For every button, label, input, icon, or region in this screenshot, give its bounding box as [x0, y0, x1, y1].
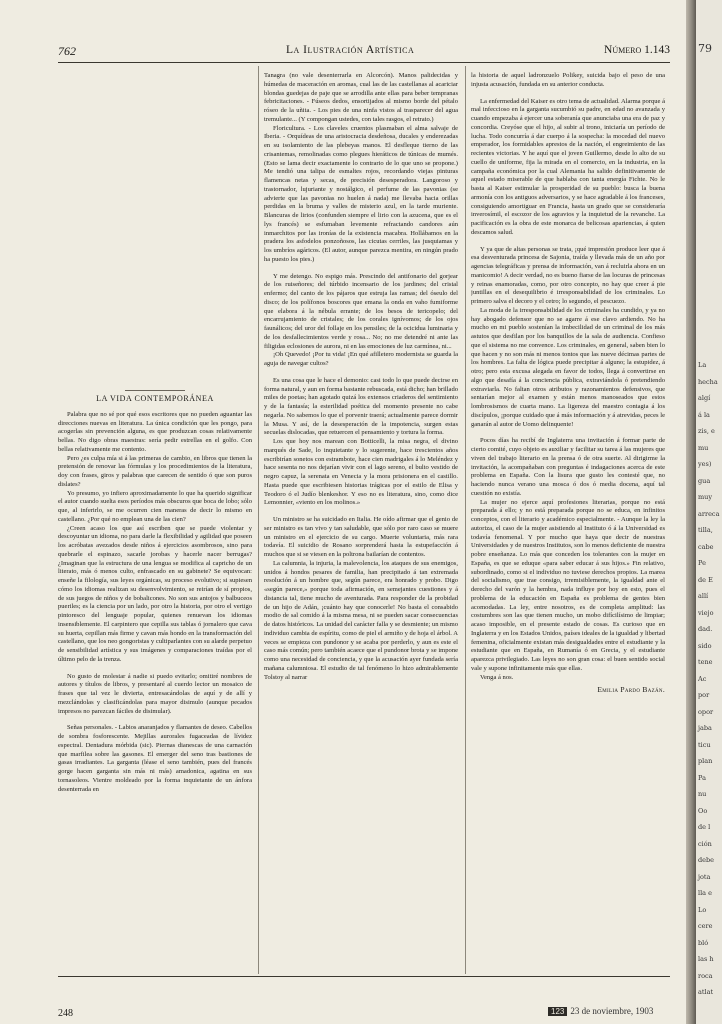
next-page-fragment: por: [698, 691, 710, 699]
next-page-fragment: dad.: [698, 625, 713, 633]
paragraph: La enfermedad del Kaiser es otro tema de actualidad. Alarma porque á mal infeccioso en la garganta sucumbió su padre, en edad no avanzada y cuando empezaba á ejercer una soberanía que anunciaba una era de paz y concordia. Creyóse que el hijo, al subir al trono, iniciaría un período de lucha. Todo concurría á dar cuerpo á la sospecha: la mocedad del nuevo emperador, los formidables aprestos de la nación, el engreimiento de las recientes victorias. Y he aquí que el joven Guillermo, desde lo alto de su cuello de uniforme, fija la mirada en el comercio, en la industria, en la campaña económica por la cual Alemania ha salido definitivamente de aquel estado miserable de que hablaba con tanta energía Fichte. No le basta al Kaiser estimular la prosperidad de su pueblo: busca la buena armonía con los antiguos adversarios, y se hace agradable á los franceses, consiguiendo amortiguar en Francia, hasta un grado que se consideraría inverosímil, el escozor de los agravios y la inquietud de la revanche. La pacificación es la obra de este monarca de belicosas apariencias, á quien descamos salud.: [471, 97, 665, 236]
paragraph: Palabra que no sé por qué esos escritores que no pueden aguantar las direcciones nuevas en literatura. La única condición que les pongo, para acogerlas sin prevención alguna, es que produzcan cosas relativamente bellas. No digo obras maestras: sería pedir estrellas en el golfo. Con bellas relativamente me contento.: [58, 410, 252, 453]
paragraph: La moda de la irresponsabilidad de los criminales ha cundido, y ya no hay abogado defensor que no se agarre á ese clavo ardiendo. No ha mucho en mi pueblo sostenían la imbecilidad de un criminal de los más astutos que desfilan por los banquillos de la sala de audiencia. Confieso que el sistema no me convence. Los criminales, en general, saben bien lo que hacen y no son más ni menos tontos que las nueve décimas partes de los hombres. La falta de lógica puede precipitar á alguno; la estupidez, á otro; pero esta excusa alegada en favor de todos, llega á convertirse en algo que desafía á la conciencia pública, extraviándola ó pretendiendo extraviarla. No faltan otros atributos y razonamientos defensivos, que sentarían mejor al examen y están menos manoseados que estos lombrosismos de cuarta mano. La ligereza del maestro contagia á los discípulos, ¡porque cuidado que á más información y á atrevidas, peces le ganarán al autor de Uomo delinquente!: [471, 306, 665, 428]
paragraph: Pocos días ha recibí de Inglaterra una invitación á formar parte de cierto comité, cuyo objeto es auxiliar y facilitar su tarea á las mujeres que viven del trabajo literario en la prensa ó de otra suerte. Al dirigirme la invitación, la acompañaban con preguntas é indagaciones acerca de este problema en España. Con la lisura que gusto les contesté que, no haciendo nunca verano una mosca ó dos ó media docena, aquí tal cuestión no existía.: [471, 437, 665, 497]
column-1: [58, 384, 252, 976]
issue-number: Número 1.143: [604, 44, 670, 56]
footer-rule: [58, 976, 670, 977]
column-3: [471, 72, 665, 974]
next-page-fragment: de E: [698, 575, 713, 584]
next-page-fragment: cere: [698, 922, 713, 930]
column-divider: [465, 66, 466, 974]
paragraph: Un ministro se ha suicidado en Italia. He oído afirmar que el genio de ser ministro es tan vivo y tan saludable, que sólo por raro caso se muere un ministro en el ejercicio de su cargo. Muerte voluntaria, más rara todavía. El suicidio de Rosano sorprenderá hasta la estupefacción á muchos que si se viesen en la poltrona bailarían de contentos.: [264, 516, 458, 558]
page-header: [58, 42, 670, 62]
paragraph: Y ya que de altas personas se trata, ¡qué impresión produce leer que á esa desventurada princesa de Sajonia, traída y llevada más de un año por agencias telegráficas y prensa de información, van á recluirla ahora en un manicomio! A decir verdad, no es bueno fiarse de las locuras de princesas y reinas enamoradas, como, por otro concepto, no hay que creer á pie juntillas en el desequilibrio é irresponsabilidad de los criminales. Lo primero salva el decoro y el cetro; lo segundo, el pescuezo.: [471, 245, 665, 305]
next-page-fragment: roca: [698, 971, 713, 980]
paragraph: ¿Creen acaso los que así escriben que se puede violentar y descoyuntar un idioma, no para darle la flexibilidad y agilidad que poseen los acróbatas avezados desde niños á ejercicios asombrosos, sino para quebrarle el espinazo, sacarle jorobas y hacerle nacer berrugas? ¿Imaginan que la estructura de una lengua se modifica al capricho de un literato, más ó menos culto, enfrascado en su gabinete? Se equivocan: enseñe la filología, sus leyes orgánicas, su proceso evolutivo; si supiesen cómo los idiomas realizan su desenvolvimiento, se reirían de sí propios, de sus juegos de niños y de bobalicones. No son sus antojos y balbuceos pueriles; es la ciencia por un lado, por otro la historia, por otro el vertigo pintoresco del lenguaje popular, quienes renuevan los idiomas insensiblemente. El carpintero que cepilla sus tablas ó jornalero que cava su huerta, cepillan más firme y cavan más hondo en la transformación del castellano, que los neo gongoristas y cultiparlantes con su alarde perpetuo de sensibilidad artística y sus imágenes y comparaciones traídas por el último pelo de la trenza.: [58, 524, 252, 663]
next-page-fragment: Oo: [698, 806, 708, 815]
next-page-fragment: zis, e: [698, 427, 715, 435]
paragraph: Los que hoy nos marean con Botticelli, la misa negra, el divino marqués de Sade, lo inquietante y lo sugerente, hace trescientos años escribirían sonetos con estrambote, hace cien madrigales á lo Meléndez y hace sesenta no nos dejarían vivir con el lago sereno, el bulto vestido de negro capuz, la serenata en Venecia y la mora prisionera en el castillo. Hasta puede que escribiesen historias trágicas por el estilo de Elisa y Teodoro ó el Judío blenkeshor. Y eso no es literatura, sino, como dice Lemonnier, «viento en los molinos.»: [264, 438, 458, 507]
archive-badge: 123: [548, 1007, 567, 1016]
section-rule: [125, 390, 185, 391]
next-page-fragment: las h: [698, 955, 714, 963]
next-page-fragment: bló: [698, 938, 709, 947]
paragraph: la historia de aquel ladronzuelo Polikey, suicida bajo el peso de una injusta acusación, fundada en su anterior conducta.: [471, 72, 665, 88]
next-page-fragment: tilla,: [698, 526, 713, 534]
next-page-fragment: gua: [698, 476, 711, 485]
next-page-fragment: arreca: [698, 509, 720, 518]
next-page-fragment: Ac: [698, 674, 707, 683]
next-page-fragment: de l: [698, 823, 711, 831]
folio-number: 248: [58, 1008, 73, 1019]
next-page-fragment: lla e: [698, 889, 712, 897]
header-rule: [58, 62, 670, 63]
page-number: 762: [58, 44, 76, 58]
next-page-fragment: opor: [698, 707, 714, 716]
paragraph: Floricultura. - Los claveles cruentos plasmaban el alma salvaje de Iberia. - Orquídeas de una aristocracia desdeñosa, ducales y enderezadas en su isolamiento de las plebeyas manos. El desfleque tierno de las crisantemas, remolinadas como plegues hieráticos de túnicas de mumés. (Esto se lama decir exactamente lo contrario de lo que uno se propone.) Me tendió una talipa de esmaltes rojos, recordando viejas pinturas flamencas netas y secas, de precisión desesperadora. Langoroso y trastornador, lujuriante y nostálgico, el perfume de las pavonias (se advierte que las pavonias no huelen á nada) me llevaba hacia orillas perdidas en la bruma y valles de misterio azul, en la tarde muriente. Blancuras de lirios (confunden siempre el lirio con la azucena, que es el lys francés) se esfumaban levemente refractando candores aún inmarchitos por las ironías de la existencia macabra. Hollábamos en la pradera los asfodelos ponzoñosos, las cicutas cerriles, las jusquiamas y los umbríos agáricos. (El autor, aunque parezca mentira, en ningún prado ha puesto los pies.): [264, 124, 458, 263]
next-page-fragment: viejo: [698, 608, 714, 617]
author-signature: Emilia Pardo Bazán.: [597, 685, 665, 695]
next-page-fragment: algí: [698, 394, 711, 402]
paragraph: Venga á nos.: [480, 673, 514, 681]
next-page-fragment: á la: [698, 410, 710, 419]
issue-date: 23 de noviembre, 1903: [570, 1006, 654, 1016]
next-page-fragment: jaba: [698, 724, 712, 732]
paragraph: No gusto de molestar á nadie si puedo evitarlo; omitiré nombres de autores y títulos de libros, y presentaré al cuerdo lector un mosaico de frases que tal vez le divierta, entresacándolas de aquí y de allí y mezclándolas y clasificándolas para mayor disimulo (aunque pecados impresos no parezcan fáciles de disimular).: [58, 672, 252, 715]
next-page-fragment: hecha: [698, 377, 718, 386]
paragraph: Tanagra (no vale desenterrarla en Alcorcón). Manos palidecidas y húmedas de maceración en aromas, cual las de las castellanas al acariciar blondas guedejas de paje que se arrodilla ante ellas para beber tempranas febricitaciones. - Fúseos dedos, ensortijados al mismo borde del pétalo róseo de la uñita. - Los pies de una ninfa vistos al trasparecer del agua tremulante... (Y compongan ustedes, con tales rasgos, el retrato.): [264, 72, 458, 123]
next-page-fragment: cabe: [698, 542, 714, 551]
next-page-edge: [696, 0, 722, 1024]
archive-stamp: [548, 1006, 653, 1016]
next-page-fragment: nu: [698, 790, 707, 798]
next-page-fragment: allí: [698, 592, 709, 600]
next-page-fragment: atlat: [698, 988, 714, 996]
next-page-fragment: Pa: [698, 773, 706, 782]
next-page-fragment: ticu: [698, 740, 711, 749]
next-page-fragment: La: [698, 361, 707, 369]
paragraph: Yo presumo, yo infiero aproximadamente lo que ha querido significar el autor cuando suelta esos períodos más obscuros que boca de lobo; sólo que, al inferirlo, se me ocurren cien maneras de decir lo mismo en castellano. ¿Por qué no emplean una de las cien?: [58, 489, 252, 523]
next-page-fragment: sido: [698, 641, 712, 650]
paragraph: Y me detengo. No espigo más. Prescindo del antifonario del gorjear de los ruiseñores; del túrbido incensario de los jardines; del cristal enfermo; del canto de los pájaros que estruja las ramas; del óseulo del disco; de los polífonos boscores que emana la onda en vaho fumiforme que elabora á la nébula errante; de los besos de tericopelo; del encarrujamiento de cristales; de los corales ignívomos; de los ojos faunálicos; del uror del follaje en los pensiles; de la ocicidua luminaria y de los desfallecimientos verde y rosa... No; no me detendré ni ante las filigidas eclosiones de aurora, ni en las emociones de luz carmínea, ni...: [264, 272, 458, 350]
next-page-fragment: jota: [698, 872, 711, 881]
paragraph: Pero ¿es culpa mía si á las primeras de cambio, en libros que tienen la pretensión de renovar las fórmulas y los procedimientos de la literatura, doy con frases, giros y palabras que carecen de sentido ó que son puros dislates?: [58, 454, 252, 488]
next-page-fragment: mu: [698, 443, 709, 452]
paragraph: ¡Oh Quevedo! ¡Por tu vida! ¡En qué afilletero modernista se guarda la aguja de navegar cultos?: [264, 351, 458, 367]
paragraph: Señas personales. - Labios anaranjados y flamantes de deseo. Cabellos de sombra fosforescente. Mejillas aurorales fugaceadas de lívidez espectral. Dentadura mórbida (sic). Piernas dianescas de una carnación que marfilea sobre las gasones. El emerger del seno tras bastiones de gasas irradiantes. La garganta (léase el seno también, pues del francés gorge hacen garganta sin más ni más) amadonica, agatina en sus tornasoleos. Vientre moldeado por la forma inquietante de un ánfora desenterrada en: [58, 724, 252, 793]
book-spine: [686, 0, 696, 1024]
next-page-fragment: yes): [698, 460, 712, 468]
paragraph: La mujer no ejerce aquí profesiones literarias, porque no está preparada á ello; y no está preparada porque no se educa, en infinitos conceptos, con el literario y académico especialmente. - Aunque la ley la autoriza, el caso de la mujer asistiendo al Instituto ó á la Universidad es todavía fenomenal. Y por mucho que haya que decir de nuestras Universidades y de nuestros Institutos, son lo menos deficiente de nuestra pobre enseñanza. Lo más que conceden los tolerantes con la mujer en España, es que se eduque «para saber educar á sus hijos.» Fin relativo, subordinado, como si el individuo no tuviese derechos propios. La marea del socialismo, que trae consigo, irremisiblemente, la igualdad ante el derecho del varón y la hembra, nada influye por hoy en esto, pues el problema de la educación en España es problema de gentes bien acomodadas. La ley, entre nosotros, es de completa amplitud: las costumbres son las que tienen mucho, un mobo difícilísimo de limpiar; acaso imposible, en el presente estado de cosas. Es curioso que en Inglaterra y en los Estados Unidos, países ideales de la igualdad y libertad femenina, oficialmente existan más desigualdades entre el estudiante y la estudiante que en España, en Rumanía ó en Grecia, y el estudiante aparezca privilegiado. Las leyes no son gran cosa: el buen sentido social vale y supone infinitamente más que ellas.: [471, 498, 665, 672]
paragraph: La calumnia, la injuria, la malevolencia, los ataques de sus enemigos, unidos á hondos pesares de familia, han precipitado á tan extremada resolución á un hombre que, según parece, era honrado y probo. Digo «según parece,» porque toda afirmación, en semejantes cuestiones y á distancia tal, tiene mucho de aventurada. Para responder de la probidad de un hijo de Adán, ¡cuánto hay que conocerle! No basta el consabido modio de sal comido á la misma mesa, ni se pueden sacar consecuencias de datos históricos. La unidad del carácter falla y se desmiente; un mismo individuo cambia de espíritu, como de piel el armiño y de hoja el árbol. A veces se empieza con pundonor y se acaba por perderlo, y aun es este el caso más común; pero también acaece que el pundonor brota y se impone como una necesidad de conciencia, y que la acusación ayer fundada sería mañana calumniosa. El estudio de tal fenómeno lo hizo admirablemente Tolstoy al narrar: [264, 559, 458, 681]
next-page-fragment: tene: [698, 658, 713, 666]
section-heading: LA VIDA CONTEMPORÁNEA: [96, 394, 214, 403]
next-page-fragment: debe: [698, 856, 715, 864]
next-page-fragment: Lo: [698, 905, 707, 914]
column-divider: [258, 66, 259, 974]
next-page-fragment: plan: [698, 757, 713, 765]
paragraph: Es una cosa que le hace el demonio: casi todo lo que puede decirse en forma natural, y aun en forma bastante rebuscada, está dicho; han brillado miles de poetas; han agotado quizá los extensos criaderos del sentimiento y de la fantasía; la esterilidad poética del momento presente no cabe negarla. No sabemos lo que el porvenir traerá; actualmente parece dormir la Musa. Y así, de la desesperación de la impotencia, surgen estas secuelas dislocadas, que retuercen el pensamiento y tortura la forma.: [264, 376, 458, 437]
publication-title: La Ilustración Artística: [286, 44, 415, 56]
next-page-fragment: 79: [698, 42, 712, 55]
next-page-fragment: Pe: [698, 559, 706, 567]
next-page-fragment: ción: [698, 839, 712, 848]
next-page-fragment: muy: [698, 493, 713, 501]
column-2: [264, 72, 458, 974]
